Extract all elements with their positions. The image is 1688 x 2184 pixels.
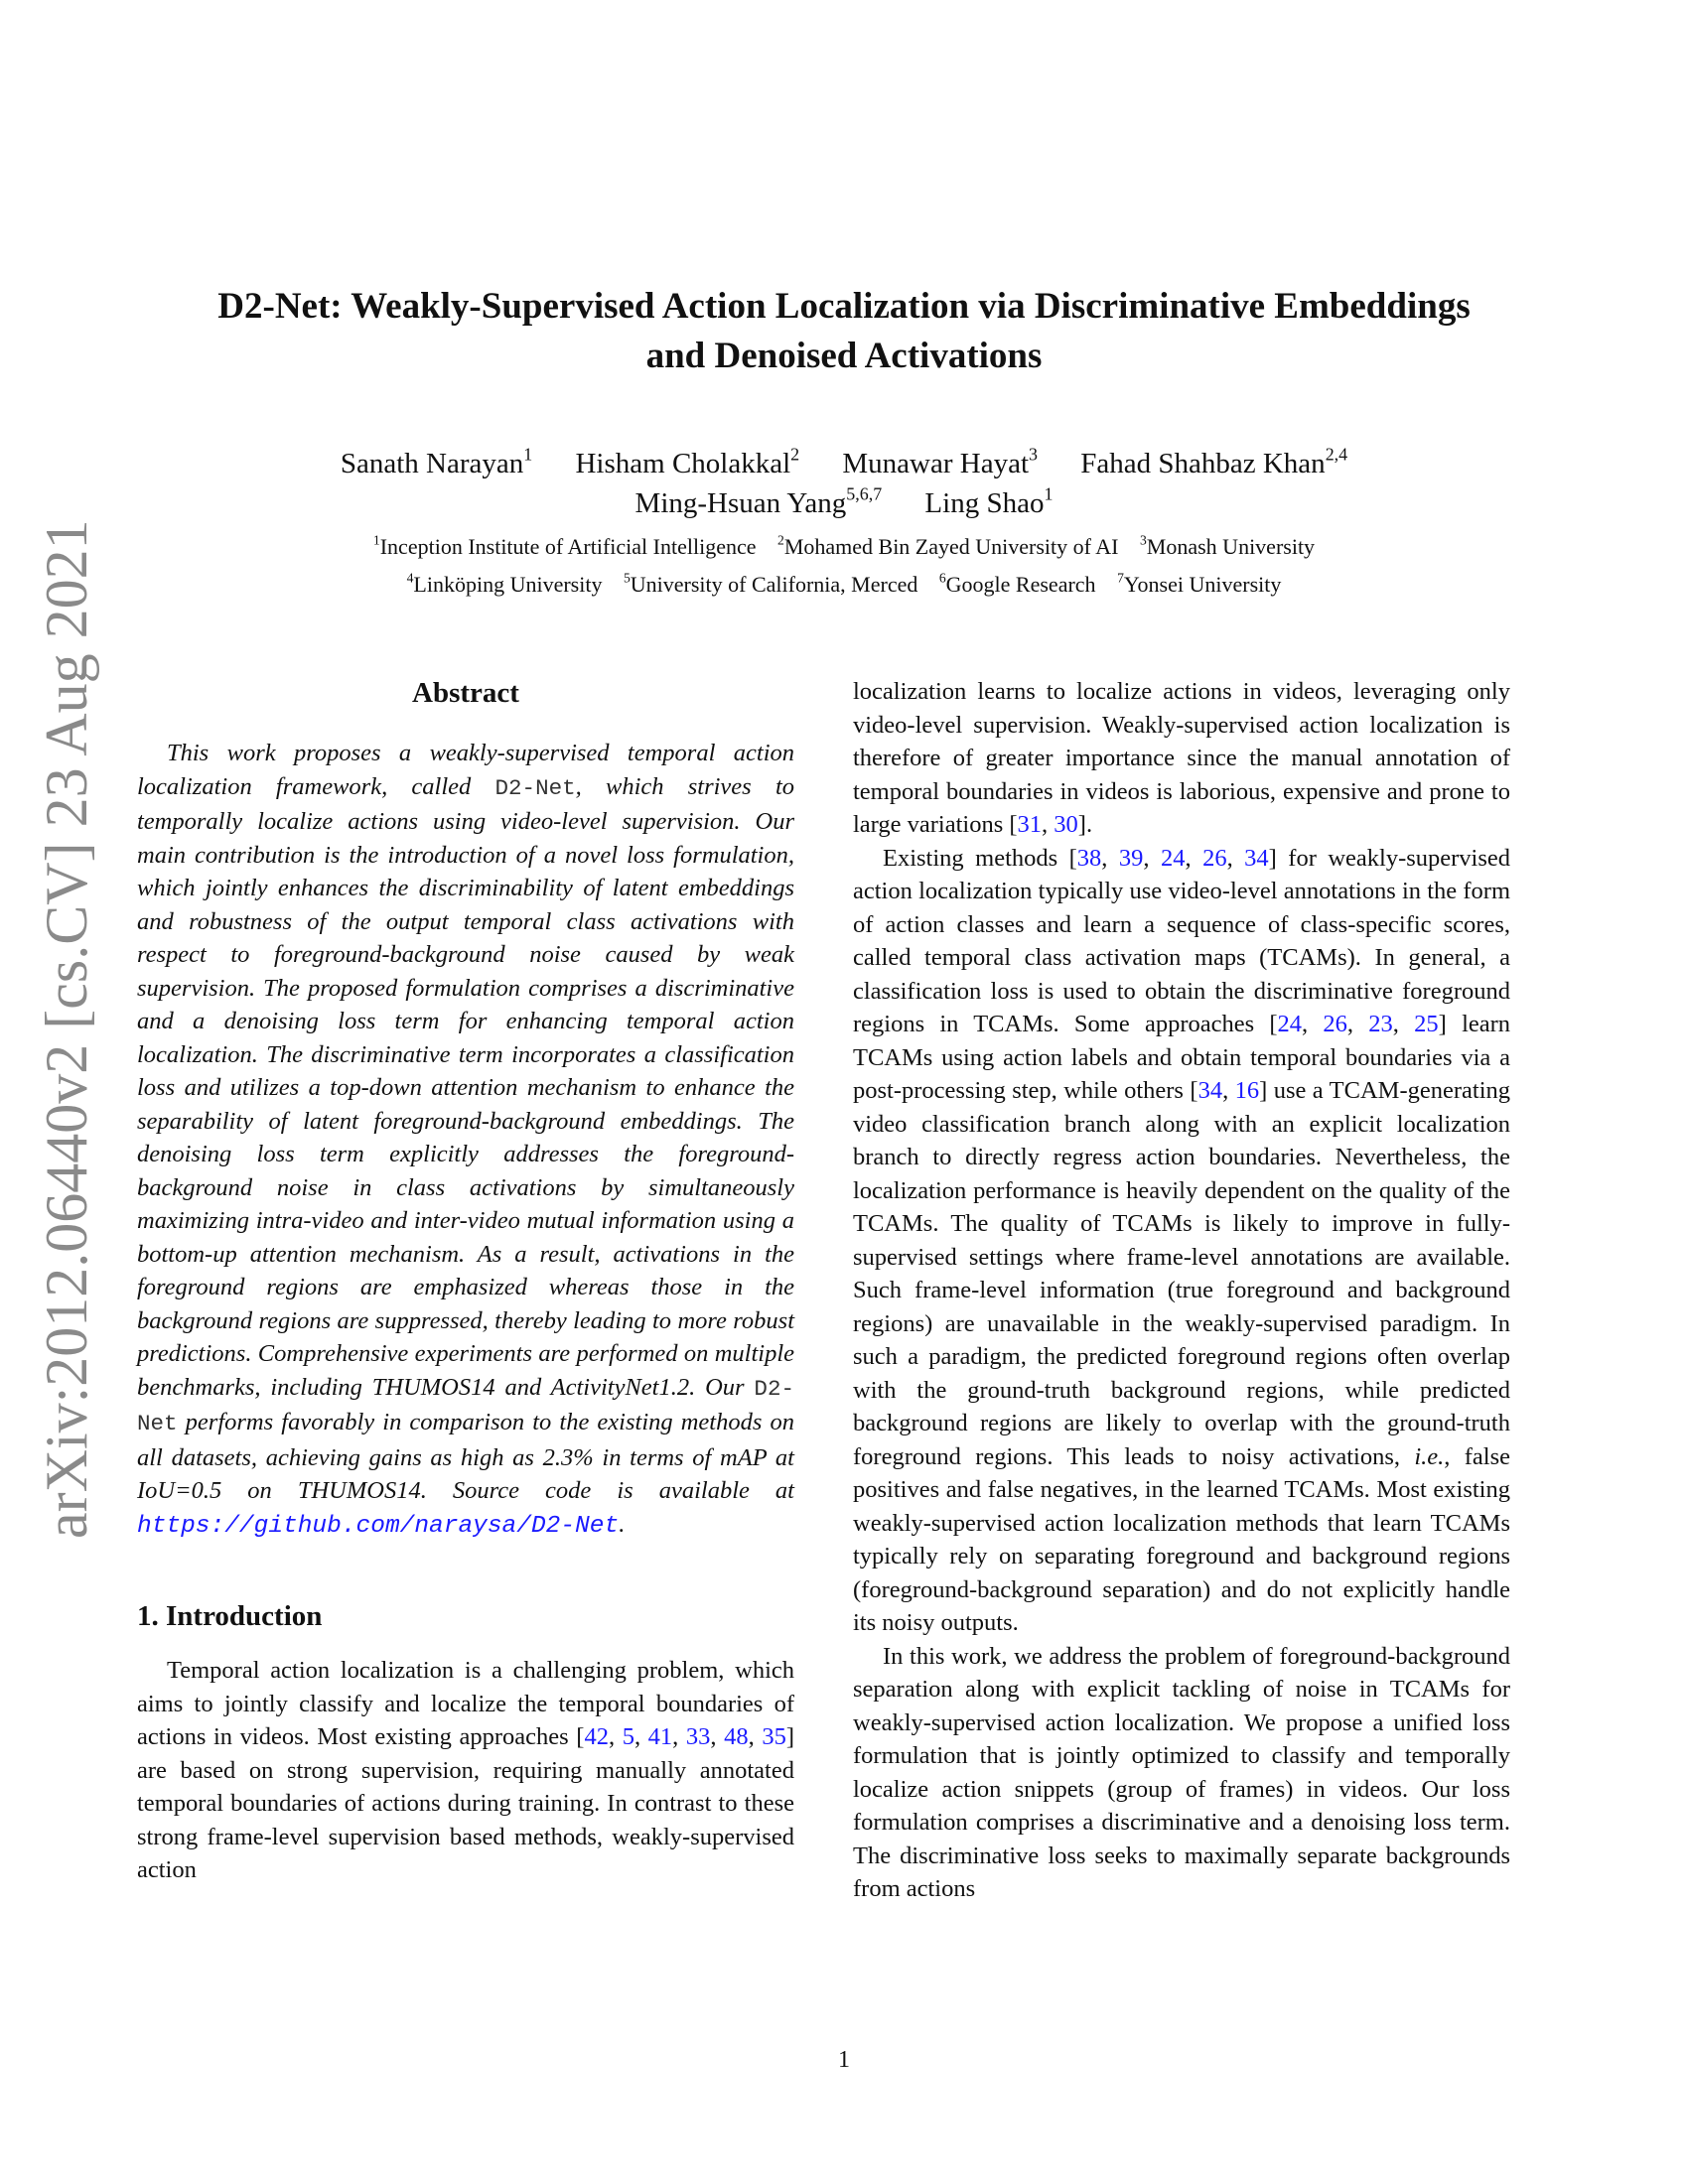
affiliation: $^3$Monash University xyxy=(1139,532,1316,559)
citation-link[interactable]: 31 xyxy=(1017,811,1043,838)
affiliation: $^6$Google Research xyxy=(938,570,1096,597)
citation-link[interactable]: 26 xyxy=(1202,844,1227,872)
affiliation: $^7$Yonsei University xyxy=(1117,570,1282,597)
source-code-link[interactable]: https://github.com/naraysa/D2-Net xyxy=(137,1512,620,1540)
right-column xyxy=(853,675,1510,1906)
citation-link[interactable]: 42 xyxy=(584,1723,609,1750)
citation-link[interactable]: 33 xyxy=(685,1723,711,1750)
title-line-1: D2-Net: Weakly-Supervised Action Localization via Discriminative Embeddings xyxy=(217,286,1471,327)
citation-link[interactable]: 25 xyxy=(1414,1011,1439,1037)
citation-link[interactable]: 30 xyxy=(1054,811,1078,838)
citation-link[interactable]: 41 xyxy=(647,1723,673,1750)
citation-link[interactable]: 26 xyxy=(1323,1011,1347,1037)
citation-link[interactable]: 34 xyxy=(1197,1077,1223,1104)
page-number: 1 xyxy=(838,2047,850,2073)
affiliation: $^1$Inception Institute of Artificial Intelligence xyxy=(372,532,757,559)
author-list xyxy=(139,444,1549,523)
author: Fahad Shahbaz Khan$^{2,4}$ xyxy=(1080,444,1348,479)
affiliation-list xyxy=(139,528,1549,604)
paper-title xyxy=(139,282,1549,381)
title-line-2: and Denoised Activations xyxy=(645,336,1043,376)
intro-paragraph: In this work, we address the problem of foreground-background separation along with explicit tackling of noise in TCAMs for weakly-supervised action localization. We propose a unified loss formulation that is jointly optimized to classify and temporally localize action snippets (group of frames) in videos. Our loss formulation comprises a discriminative and a denoising loss term. The discriminative loss seeks to maximally separate backgrounds from actions xyxy=(853,1642,1510,1902)
affiliation: $^4$Linköping University xyxy=(406,570,603,597)
intro-paragraph: Temporal action localization is a challenging problem, which aims to jointly classify and localize the temporal boundaries of actions in videos. Most existing approaches [42, 5, 41, 33, 48, 35] are based on strong supervision, requiring manually annotated temporal boundaries of actions during training. In contrast to these strong frame-level supervision based methods, weakly-supervised action xyxy=(137,1657,795,1883)
author: Hisham Cholakkal$^2$ xyxy=(575,444,800,479)
affiliation: $^5$University of California, Merced xyxy=(623,570,918,597)
citation-link[interactable]: 34 xyxy=(1244,844,1269,872)
intro-paragraph: localization learns to localize actions in videos, leveraging only video-level supervision. Weakly-supervised action localization is therefore of greater importance since the manual annotation of temporal boundaries in videos is laborious, expensive and prone to large variations [31, 30]. xyxy=(853,678,1510,838)
citation-link[interactable]: 24 xyxy=(1160,844,1186,872)
citation-link[interactable]: 39 xyxy=(1118,844,1144,872)
citation-link[interactable]: 24 xyxy=(1277,1011,1303,1037)
section-heading-introduction: 1. Introduction xyxy=(137,1600,323,1632)
author: Ming-Hsuan Yang$^{5,6,7}$ xyxy=(634,483,883,519)
citation-link[interactable]: 38 xyxy=(1076,844,1102,872)
author: Sanath Narayan$^1$ xyxy=(340,444,533,479)
abstract-text: This work proposes a weakly-supervised temporal action localization framework, called D2-Net, which strives to temporally localize actions using video-level supervision. Our main contribution is the introduction of a novel loss formulation, which jointly enhances the discriminability of latent embeddings and robustness of the output temporal class activations with respect to foreground-background noise caused by weak supervision. The proposed formulation comprises a discriminative and a denoising loss term for enhancing temporal action localization. The discriminative term incorporates a classification loss and utilizes a top-down attention mechanism to enhance the separability of latent foreground-background embeddings. The denoising loss term explicitly addresses the foreground-background noise in class activations by simultaneously maximizing intra-video and inter-video mutual information using a bottom-up attention mechanism. As a result, activations in the foreground regions are emphasized whereas those in the background regions are suppressed, thereby leading to more robust predictions. Comprehensive experiments are performed on multiple benchmarks, including THUMOS14 and ActivityNet1.2. Our D2-Net performs favorably in comparison to the existing methods on all datasets, achieving gains as high as 2.3% in terms of mAP at IoU=0.5 on THUMOS14. Source code is available at https://github.com/naraysa/D2-Net. xyxy=(137,740,794,1540)
author: Munawar Hayat$^3$ xyxy=(842,444,1038,479)
left-column xyxy=(137,675,794,1887)
author: Ling Shao$^1$ xyxy=(924,483,1054,519)
citation-link[interactable]: 16 xyxy=(1234,1077,1260,1104)
intro-paragraph: Existing methods [38, 39, 24, 26, 34] for weakly-supervised action localization typically use video-level annotations in the form of action classes and learn a sequence of class-specific scores, called temporal class activation maps (TCAMs). In general, a classification loss is used to obtain the discriminative foreground regions in TCAMs. Some approaches [24, 26, 23, 25] learn TCAMs using action labels and obtain temporal boundaries via a post-processing step, while others [34, 16] use a TCAM-generating video classification branch along with an explicit localization branch to directly regress action boundaries. Nevertheless, the localization performance is heavily dependent on the quality of the TCAMs. The quality of TCAMs is likely to improve in fully-supervised settings where frame-level annotations are available. Such frame-level information (true foreground and background regions) are unavailable in the weakly-supervised paradigm. In such a paradigm, the predicted foreground regions often overlap with the ground-truth background regions, while predicted background regions are likely to overlap with the ground-truth foreground regions. This leads to noisy activations, i.e., false positives and false negatives, in the learned TCAMs. Most existing weakly-supervised action localization methods that learn TCAMs typically rely on separating foreground and background regions (foreground-background separation) and do not explicitly handle its noisy outputs. xyxy=(853,844,1511,1636)
arxiv-stamp: arXiv:2012.06440v2 [cs.CV] 23 Aug 2021 xyxy=(34,519,99,1539)
citation-link[interactable]: 35 xyxy=(762,1723,786,1750)
citation-link[interactable]: 48 xyxy=(724,1723,749,1750)
citation-link[interactable]: 23 xyxy=(1368,1011,1393,1037)
affiliation: $^2$Mohamed Bin Zayed University of AI xyxy=(777,532,1119,559)
citation-link[interactable]: 5 xyxy=(622,1723,634,1750)
abstract-heading: Abstract xyxy=(412,677,519,709)
